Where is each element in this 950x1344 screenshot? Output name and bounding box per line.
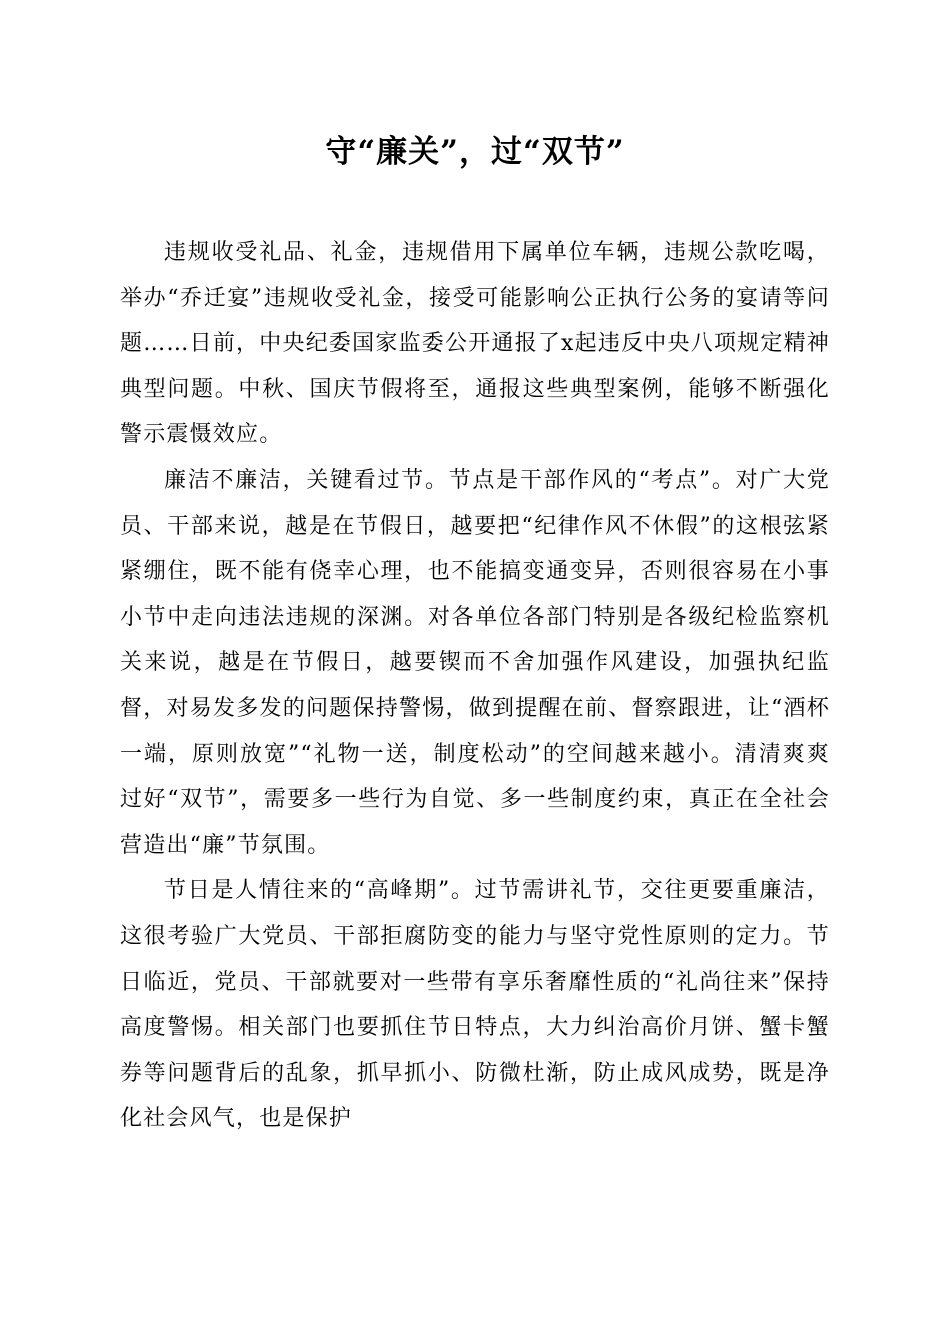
- paragraph-1: 违规收受礼品、礼金，违规借用下属单位车辆，违规公款吃喝，举办“乔迁宴”违规收受礼金，接受可能影响公正执行公务的宴请等问题……日前，中央纪委国家监委公开通报了x起违反中央八项规定精神典型问题。中秋、国庆节假将至，通报这些典型案例，能够不断强化警示震慑效应。: [120, 240, 830, 448]
- document-body: [120, 230, 830, 1142]
- paragraph-2: 廉洁不廉洁，关键看过节。节点是干部作风的“考点”。对广大党员、干部来说，越是在节假日，越要把“纪律作风不休假”的这根弦紧紧绷住，既不能有侥幸心理，也不能搞变通变异，否则很容易在小事小节中走向违法违规的深渊。对各单位各部门特别是各级纪检监察机关来说，越是在节假日，越要锲而不舍加强作风建设，加强执纪监督，对易发多发的问题保持警惕，做到提醒在前、督察跟进，让“酒杯一端，原则放宽”“礼物一送，制度松动”的空间越来越小。清清爽爽过好“双节”，需要多一些行为自觉、多一些制度约束，真正在全社会营造出“廉”节氛围。: [120, 467, 830, 858]
- document-title: 守“廉关”，过“双节”: [325, 134, 625, 170]
- paragraph-3: 节日是人情往来的“高峰期”。过节需讲礼节，交往更要重廉洁，这很考验广大党员、干部拒腐防变的能力与坚守党性原则的定力。节日临近，党员、干部就要对一些带有享乐奢靡性质的“礼尚往来”保持高度警惕。相关部门也要抓住节日特点，大力纠治高价月饼、蟹卡蟹券等问题背后的乱象，抓早抓小、防微杜渐，防止成风成势，既是净化社会风气，也是保护: [120, 878, 830, 1132]
